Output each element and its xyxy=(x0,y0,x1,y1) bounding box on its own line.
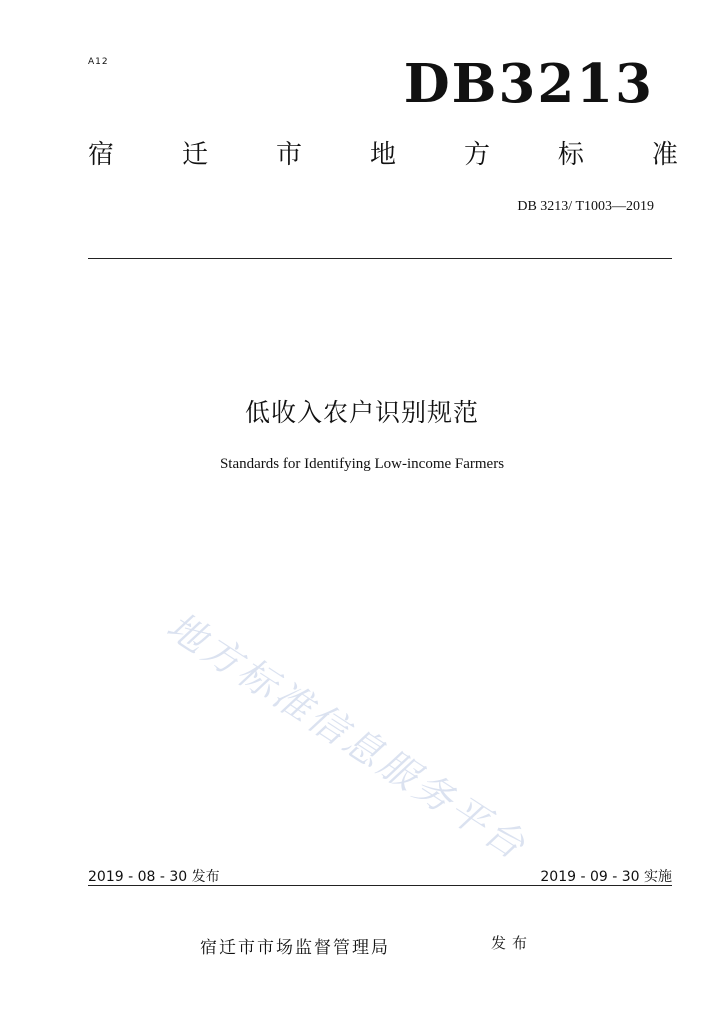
watermark: 地方标准信息服务平台 xyxy=(159,603,536,870)
footer-divider xyxy=(88,885,672,886)
classification-code: A12 xyxy=(88,57,109,67)
issue-label: 发布 xyxy=(491,934,534,952)
standard-type-char: 市 xyxy=(275,140,302,170)
standard-number: DB 3213/ T1003—2019 xyxy=(517,199,654,214)
header-divider xyxy=(88,258,672,259)
standard-type-char: 迁 xyxy=(181,140,208,170)
document-title-english: Standards for Identifying Low-income Farmers xyxy=(219,456,505,472)
standard-type-char: 宿 xyxy=(88,140,115,170)
standard-type-heading xyxy=(88,142,678,168)
standard-type-char: 地 xyxy=(369,140,396,170)
implementation-date: 2019 - 09 - 30 实施 xyxy=(540,869,672,885)
standard-type-char: 方 xyxy=(463,140,490,170)
issue-date: 2019 - 08 - 30 发布 xyxy=(88,869,220,885)
standard-code: DB3213 xyxy=(403,53,654,115)
standard-type-char: 标 xyxy=(557,140,584,170)
document-title-chinese: 低收入农户识别规范 xyxy=(244,398,479,427)
standard-type-char: 准 xyxy=(651,140,678,170)
issuing-authority: 宿迁市市场监督管理局 xyxy=(200,938,390,958)
